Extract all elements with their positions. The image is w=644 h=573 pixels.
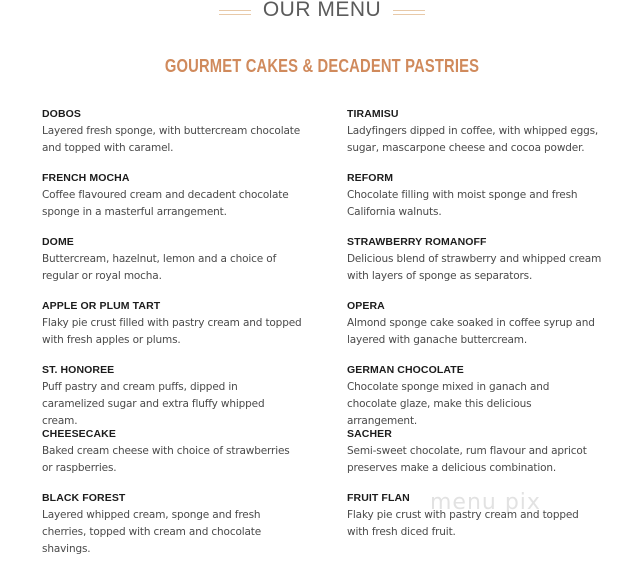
menu-item-description: Layered fresh sponge, with buttercream chocolate and topped with caramel. [42,125,301,154]
menu-item-description: Buttercream, hazelnut, lemon and a choice of regular or royal mocha. [42,253,277,282]
menu-item-description: Almond sponge cake soaked in coffee syrup and layered with ganache buttercream. [347,317,595,346]
menu-item [347,234,602,298]
menu-item-name: APPLE OR PLUM TART [42,300,161,312]
menu-item-name: DOME [42,236,74,248]
menu-item-name: SACHER [347,428,392,440]
menu-item-name: BLACK FOREST [42,492,126,504]
menu-item-name: REFORM [347,172,394,184]
menu-item-name: TIRAMISU [347,108,399,120]
menu-item [42,490,302,554]
menu-column-right [347,106,602,554]
title-divider-left [219,10,251,15]
menu-item-name: FRUIT FLAN [347,492,410,504]
menu-column-left [42,106,302,554]
menu-item [42,234,302,298]
menu-item-name: GERMAN CHOCOLATE [347,364,464,376]
menu-item-description: Coffee flavoured cream and decadent chocolate sponge in a masterful arrangement. [42,189,289,218]
menu-item [42,170,302,234]
menu-item [347,170,602,234]
menu-item-name: STRAWBERRY ROMANOFF [347,236,487,248]
menu-item-description: Layered whipped cream, sponge and fresh cherries, topped with cream and chocolate shavings. [42,509,262,555]
page-title: OUR MENU [262,0,382,21]
menu-item [347,106,602,170]
menu-item-description: Puff pastry and cream puffs, dipped in caramelized sugar and extra fluffy whipped cream. [42,381,265,427]
menu-item-description: Flaky pie crust with pastry cream and topped with fresh diced fruit. [347,509,579,538]
page-header [0,0,644,24]
menu-item [42,106,302,170]
menu-item [42,362,302,426]
menu-item-name: CHEESECAKE [42,428,116,440]
menu-item [42,426,302,490]
menu-item-name: OPERA [347,300,385,312]
menu-item-description: Delicious blend of strawberry and whipped cream with layers of sponge as separators. [347,253,602,282]
menu-item-name: ST. HONOREE [42,364,115,376]
section-title: GOURMET CAKES & DECADENT PASTRIES [164,56,480,76]
menu-item [347,298,602,362]
watermark: menu pix [430,490,541,515]
menu-item-description: Ladyfingers dipped in coffee, with whipped eggs, sugar, mascarpone cheese and cocoa powder. [347,125,599,154]
menu-item-description: Chocolate filling with moist sponge and fresh California walnuts. [347,189,578,218]
title-divider-right [393,10,425,15]
menu-item-description: Semi-sweet chocolate, rum flavour and apricot preserves make a delicious combination. [347,445,587,474]
menu-item-description: Flaky pie crust filled with pastry cream and topped with fresh apples or plums. [42,317,302,346]
menu-item-description: Baked cream cheese with choice of strawberries or raspberries. [42,445,290,474]
menu-item [347,426,602,490]
menu-item [347,362,602,426]
menu-item-description: Chocolate sponge mixed in ganach and chocolate glaze, make this delicious arrangement. [347,381,550,427]
menu-item-name: DOBOS [42,108,82,120]
menu-item [42,298,302,362]
menu-item-name: FRENCH MOCHA [42,172,130,184]
